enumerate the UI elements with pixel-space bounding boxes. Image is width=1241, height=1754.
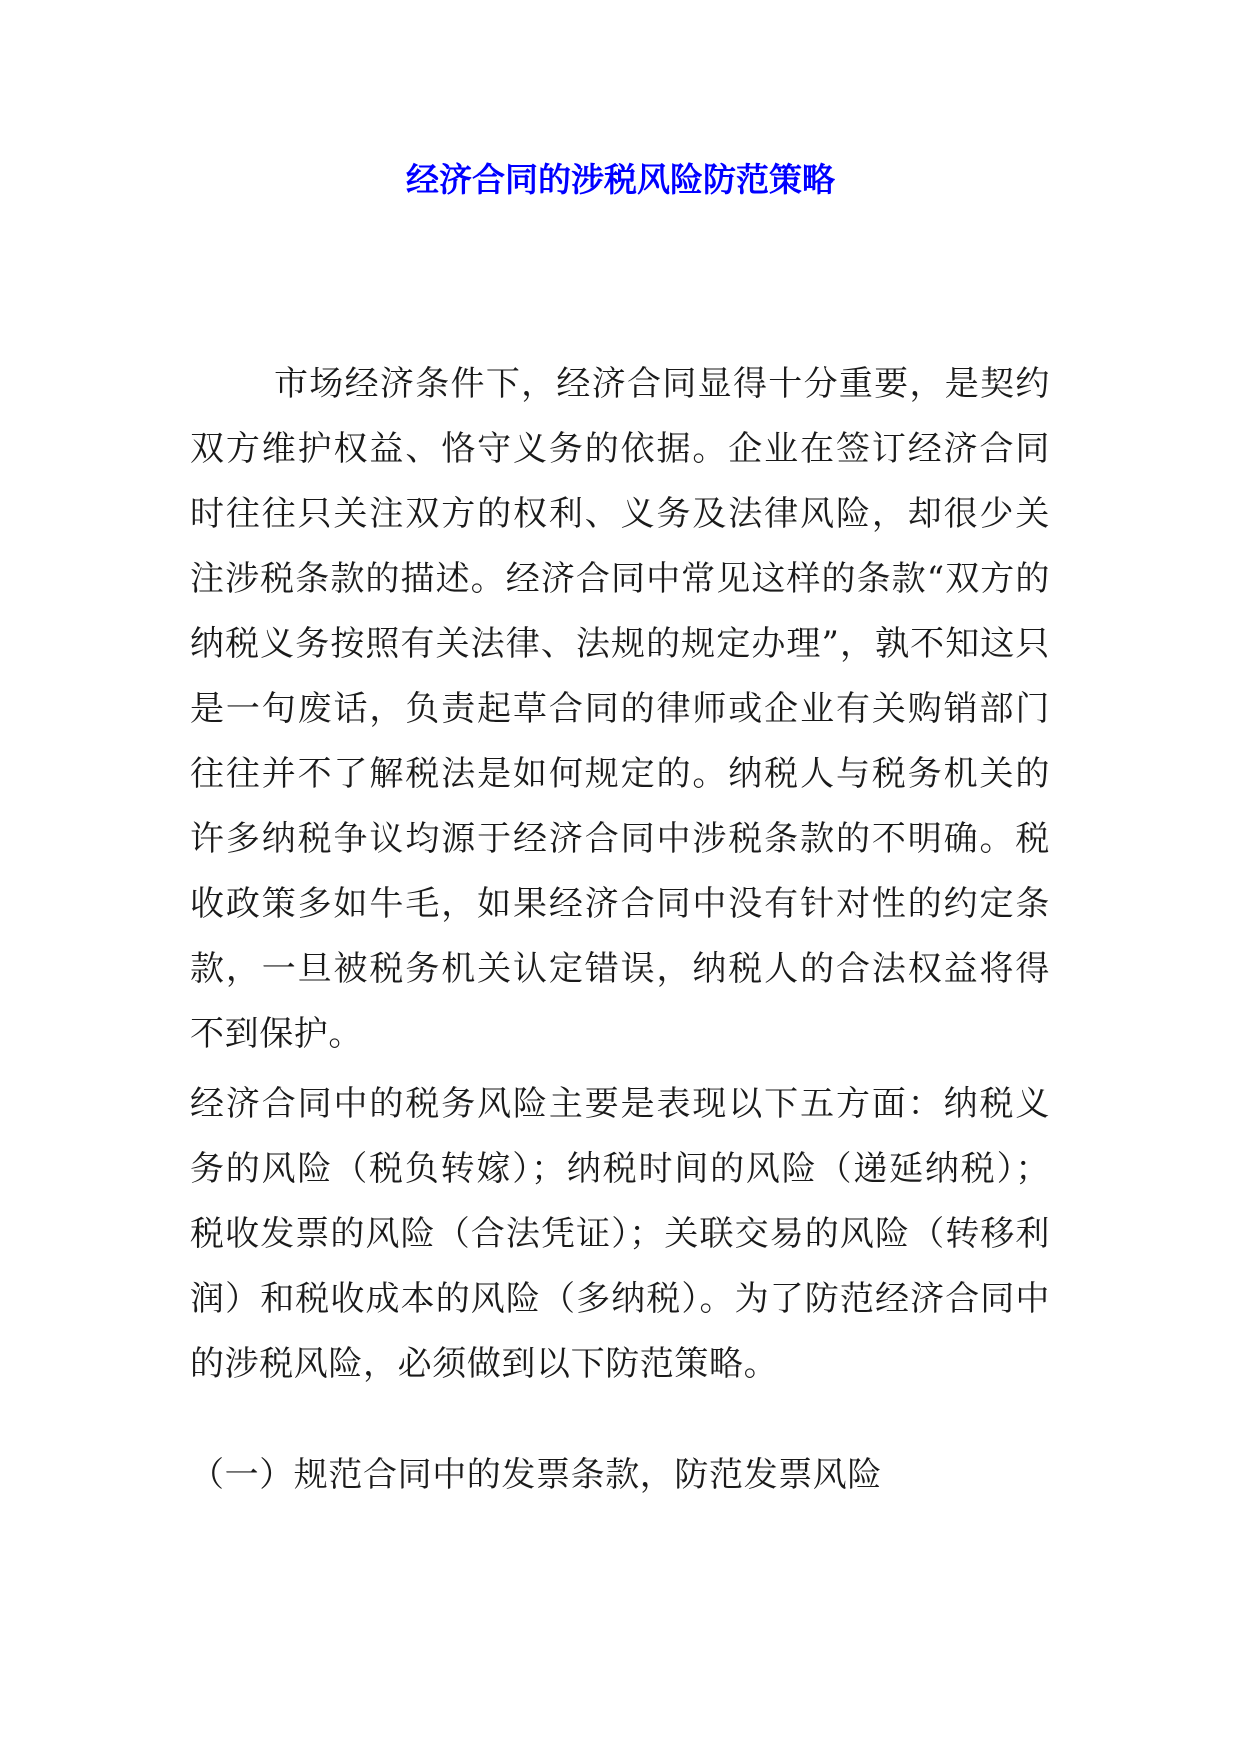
intro-paragraph: 市场经济条件下，经济合同显得十分重要，是契约双方维护权益、恪守义务的依据。企业在签订经济合同时往往只关注双方的权利、义务及法律风险，却很少关注涉税条款的描述。经济合同中常见这样的条款“双方的纳税义务按照有关法律、法规的规定办理”，孰不知这只是一句废话，负责起草合同的律师或企业有关购销部门往往并不了解税法是如何规定的。纳税人与税务机关的许多纳税争议均源于经济合同中涉税条款的不明确。税收政策多如牛毛，如果经济合同中没有针对性的约定条款，一旦被税务机关认定错误，纳税人的合法权益将得不到保护。 [190, 364, 1050, 1054]
risk-overview-paragraph: 经济合同中的税务风险主要是表现以下五方面：纳税义务的风险（税负转嫁）；纳税时间的风险（递延纳税）；税收发票的风险（合法凭证）；关联交易的风险（转移利润）和税收成本的风险（多纳税）。为了防范经济合同中的涉税风险，必须做到以下防范策略。 [190, 1084, 1050, 1384]
section-heading: （一）规范合同中的发票条款，防范发票风险 [190, 1455, 882, 1495]
document-title: 经济合同的涉税风险防范策略 [406, 160, 835, 199]
